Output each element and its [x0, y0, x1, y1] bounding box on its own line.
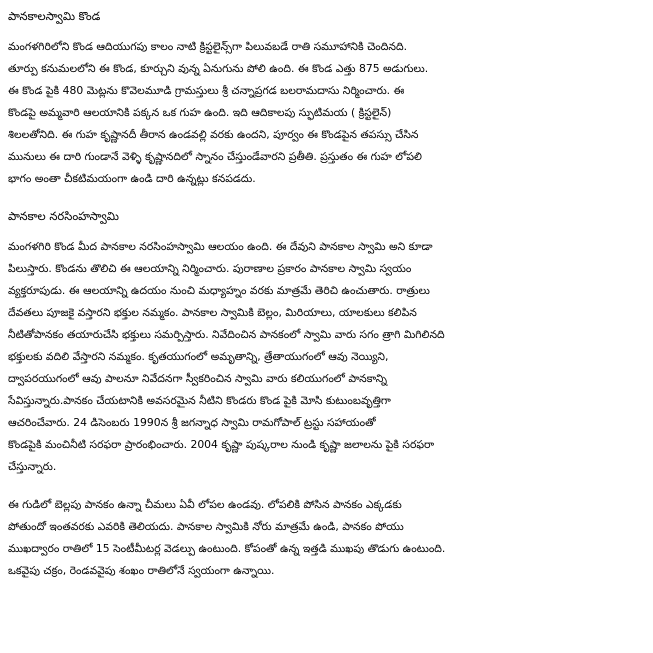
- text-line: భక్తులకు వదిలి వేస్తారని నమ్మకం. కృతయుగంలో అమృతాన్ని, త్రేతాయుగంలో ఆవు నెయ్యిని,: [8, 350, 389, 363]
- text-line: మునులు ఈ దారి గుండానే వెళ్ళి కృష్ణానదిలో స్నానం చేస్తుండేవారని ప్రతీతి. ప్రస్తుతం ఈ గుహ లోపలి: [8, 150, 422, 163]
- text-line: వ్యక్తరూపుడు. ఈ ఆలయాన్ని ఉదయం నుంచి మధ్యాహ్నం వరకు మాత్రమే తెరిచి ఉంచుతారు. రాత్రులు: [8, 284, 430, 297]
- text-line: మంగళగిరి కొండ మీద పానకాల నరసింహస్వామి ఆలయం ఉంది. ఈ దేవుని పానకాల స్వామి అని కూడా: [8, 240, 433, 253]
- text-line: పోతుందో ఇంతవరకు ఎవరికి తెలియదు. పానకాల స్వామికి నోరు మాత్రమే ఉండి, పానకం పోయు: [8, 520, 404, 533]
- text-line: చేస్తున్నారు.: [8, 460, 57, 473]
- text-line: సేవిస్తున్నారు.పానకం చేయటానికి అవసరమైన నీటిని కొండరు కొండ పైకి మోసి కుటుంబవృత్తిగా: [8, 394, 391, 407]
- text-line: మంగళగిరిలోని కొండ ఆదియుగపు కాలం నాటి క్రిస్టలైన్స్‌గా పిలువబడే రాతి సమూహానికి చెందినది.: [8, 40, 408, 53]
- paragraph-panakam-mystery: [8, 494, 645, 582]
- text-line: భాగం అంతా చీకటిమయంగా ఉండి దారి ఉన్నట్లు కనపడదు.: [8, 172, 256, 185]
- text-line: ఒకవైపు చక్రం, రెండవవైపు శంఖం రాతిలోనే స్వయంగా ఉన్నాయి.: [8, 564, 275, 577]
- text-line: ఈ గుడిలో బెల్లపు పానకం ఉన్నా చీమలు ఏవీ లోపల ఉండవు. లోపలికి పోసిన పానకం ఎక్కడకు: [8, 498, 402, 511]
- text-line: కొండపైకి మంచినీటి సరఫరా ప్రారంభించారు. 2004 కృష్ణా పుష్కరాల నుండి కృష్ణా జలాలను పైకి సరఫరా: [8, 438, 435, 451]
- text-line: ఈ కొండ పైకి 480 మెట్లను కొవెలమూడి గ్రామస్తులు శ్రీ చన్నాప్రగడ బలరామదాసు నిర్మించారు. ఈ: [8, 84, 405, 97]
- section-heading-panakala-swami-konda: పానకాలస్వామి కొండ: [8, 9, 101, 23]
- paragraph-temple-description: [8, 236, 645, 478]
- text-line: ముఖద్వారం రాతిలో 15 సెంటీమీటర్ల వెడల్పు ఉంటుంది. కోపంతో ఉన్న ఇత్తడి ముఖపు తొడుగు ఉంటుంది.: [8, 542, 446, 555]
- text-line: తూర్పు కనుమలలోని ఈ కొండ, కూర్చుని వున్న ఏనుగును పోలి ఉంది. ఈ కొండ ఎత్తు 875 అడుగులు.: [8, 62, 429, 75]
- text-line: దేవతలు పూజకై వస్తారని భక్తుల నమ్మకం. పానకాల స్వామికి బెల్లం, మిరియాలు, యాలకులు కలిపిన: [8, 306, 417, 319]
- text-line: కొండపై అమ్మవారి ఆలయానికి పక్కన ఒక గుహ ఉంది. ఇది ఆదికాలపు స్ఫుటిమయ ( క్రిస్టలైన్): [8, 106, 392, 119]
- text-line: పిలుస్తారు. కొండను తొలిచి ఈ ఆలయాన్ని నిర్మించారు. పురాణాల ప్రకారం పానకాల స్వామి స్వయం: [8, 262, 412, 275]
- section-heading-panakala-narasimha-swami: పానకాల నరసింహస్వామి: [8, 209, 119, 223]
- text-line: నీటితోపానకం తయారుచేసి భక్తులు సమర్పిస్తారు. నివేదించిన పానకంలో స్వామి వారు సగం త్రాగి మిగిలినది: [8, 328, 445, 341]
- text-line: ఆచరించేవారు. 24 డిసెంబరు 1990న శ్రీ జగన్నాధ స్వామి రామగోపాల్ ట్రస్టు సహాయంతో: [8, 416, 376, 429]
- paragraph-konda-history: [8, 36, 645, 190]
- text-line: శిలలతోనిది. ఈ గుహ కృష్ణానదీ తీరాన ఉండవల్లి వరకు ఉందని, పూర్వం ఈ కొండపైన తపస్సు చేసిన: [8, 128, 419, 141]
- text-line: ద్వాపరయుగంలో ఆవు పాలనూ నివేదనగా స్వీకరించిన స్వామి వారు కలియుగంలో పానకాన్ని: [8, 372, 388, 385]
